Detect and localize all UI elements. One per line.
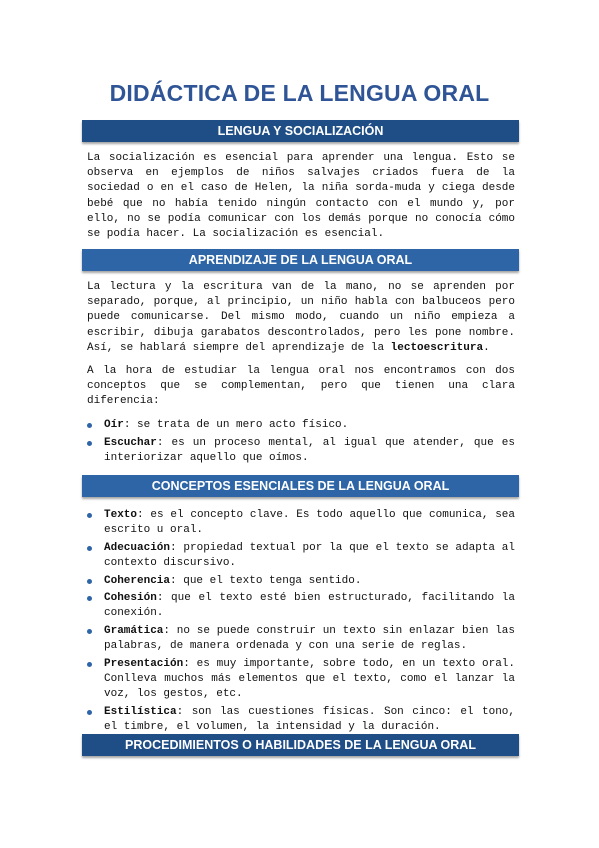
list-item	[87, 418, 515, 433]
bullet-icon	[87, 710, 92, 715]
term-description: : que el texto tenga sentido.	[170, 574, 362, 587]
bullet-icon	[87, 513, 92, 518]
bullet-icon	[87, 546, 92, 551]
bullet-icon	[87, 441, 92, 446]
term: Estilística	[104, 705, 177, 718]
page-title: DIDÁCTICA DE LA LENGUA ORAL	[109, 80, 490, 106]
section-heading-conceptos-esenciales: CONCEPTOS ESENCIALES DE LA LENGUA ORAL	[82, 475, 519, 497]
term-description: : no se puede construir un texto sin enlazar bien las palabras, de manera ordenada y con una serie de reglas.	[104, 624, 515, 653]
term-description: : es el concepto clave. Es todo aquello que comunica, sea escrito u oral.	[104, 509, 515, 537]
bullet-icon	[87, 596, 92, 601]
list-item	[87, 541, 515, 571]
keyword-lectoescritura: lectoescritura	[390, 341, 484, 354]
term: Escuchar	[104, 436, 157, 449]
term-description: : que el texto esté bien estructurado, facilitando la conexión.	[104, 592, 515, 620]
paragraph-conceptos: A la hora de estudiar la lengua oral nos encontramos con dos conceptos que se complementan, pero que tienen una clara diferencia:	[87, 365, 515, 408]
term: Presentación	[104, 657, 184, 670]
paragraph-socializacion: La socialización es esencial para aprender una lengua. Esto se observa en ejemplos de niños salvajes criados fuera de la sociedad o en el caso de Helen, la niña sorda-muda y ciega desde bebé que no había tenido ningún contacto con el mundo y, por ello, no se podía comunicar con los demás porque no conocía cómo se podía hacer. La socialización es esencial.	[87, 152, 515, 241]
term-description: : es un proceso mental, al igual que atender, que es interiorizar aquello que oímos.	[104, 436, 515, 464]
bullet-icon	[87, 579, 92, 584]
term-description: : son las cuestiones físicas. Son cinco: el tono, el timbre, el volumen, la intensidad y la duración.	[104, 705, 515, 733]
term: Cohesión	[104, 592, 157, 605]
list-oir-escuchar	[87, 418, 515, 468]
term: Texto	[104, 509, 138, 521]
section-heading-aprendizaje: APRENDIZAJE DE LA LENGUA ORAL	[82, 249, 519, 271]
bullet-icon	[87, 662, 92, 667]
list-item	[87, 705, 515, 735]
paragraph-tail: .	[483, 341, 490, 354]
term-description: : propiedad textual por la que el texto se adapta al contexto discursivo.	[104, 541, 515, 569]
list-item	[87, 591, 515, 621]
term: Oír	[104, 419, 124, 431]
paragraph-lectoescritura	[87, 280, 515, 356]
list-item	[87, 624, 515, 654]
section-heading-procedimientos: PROCEDIMIENTOS O HABILIDADES DE LA LENGUA ORAL	[82, 734, 519, 756]
list-item	[87, 574, 515, 589]
term: Gramática	[104, 624, 164, 637]
list-item	[87, 657, 515, 703]
bullet-icon	[87, 629, 92, 634]
term-description: : se trata de un mero acto físico.	[123, 419, 349, 431]
term: Coherencia	[104, 574, 171, 587]
list-item	[87, 436, 515, 466]
paragraph-text: La lectura y la escritura van de la mano, no se aprenden por separado, porque, al principio, un niño habla con balbuceos pero puede comunicarse. Del mismo modo, cuando un niño empieza a escribir, dibuja garabatos descontrolados, pero les pone nombre. Así, se hablará siempre del aprendizaje de la	[87, 281, 515, 354]
list-item	[87, 508, 515, 538]
term: Adecuación	[104, 541, 171, 554]
list-conceptos-esenciales	[87, 508, 515, 738]
section-heading-lengua-socializacion: LENGUA Y SOCIALIZACIÓN	[82, 120, 519, 142]
bullet-icon	[87, 423, 92, 428]
term-description: : es muy importante, sobre todo, en un texto oral. Conlleva muchos más elementos que el texto, como el lanzar la voz, los gestos, etc.	[104, 657, 515, 701]
